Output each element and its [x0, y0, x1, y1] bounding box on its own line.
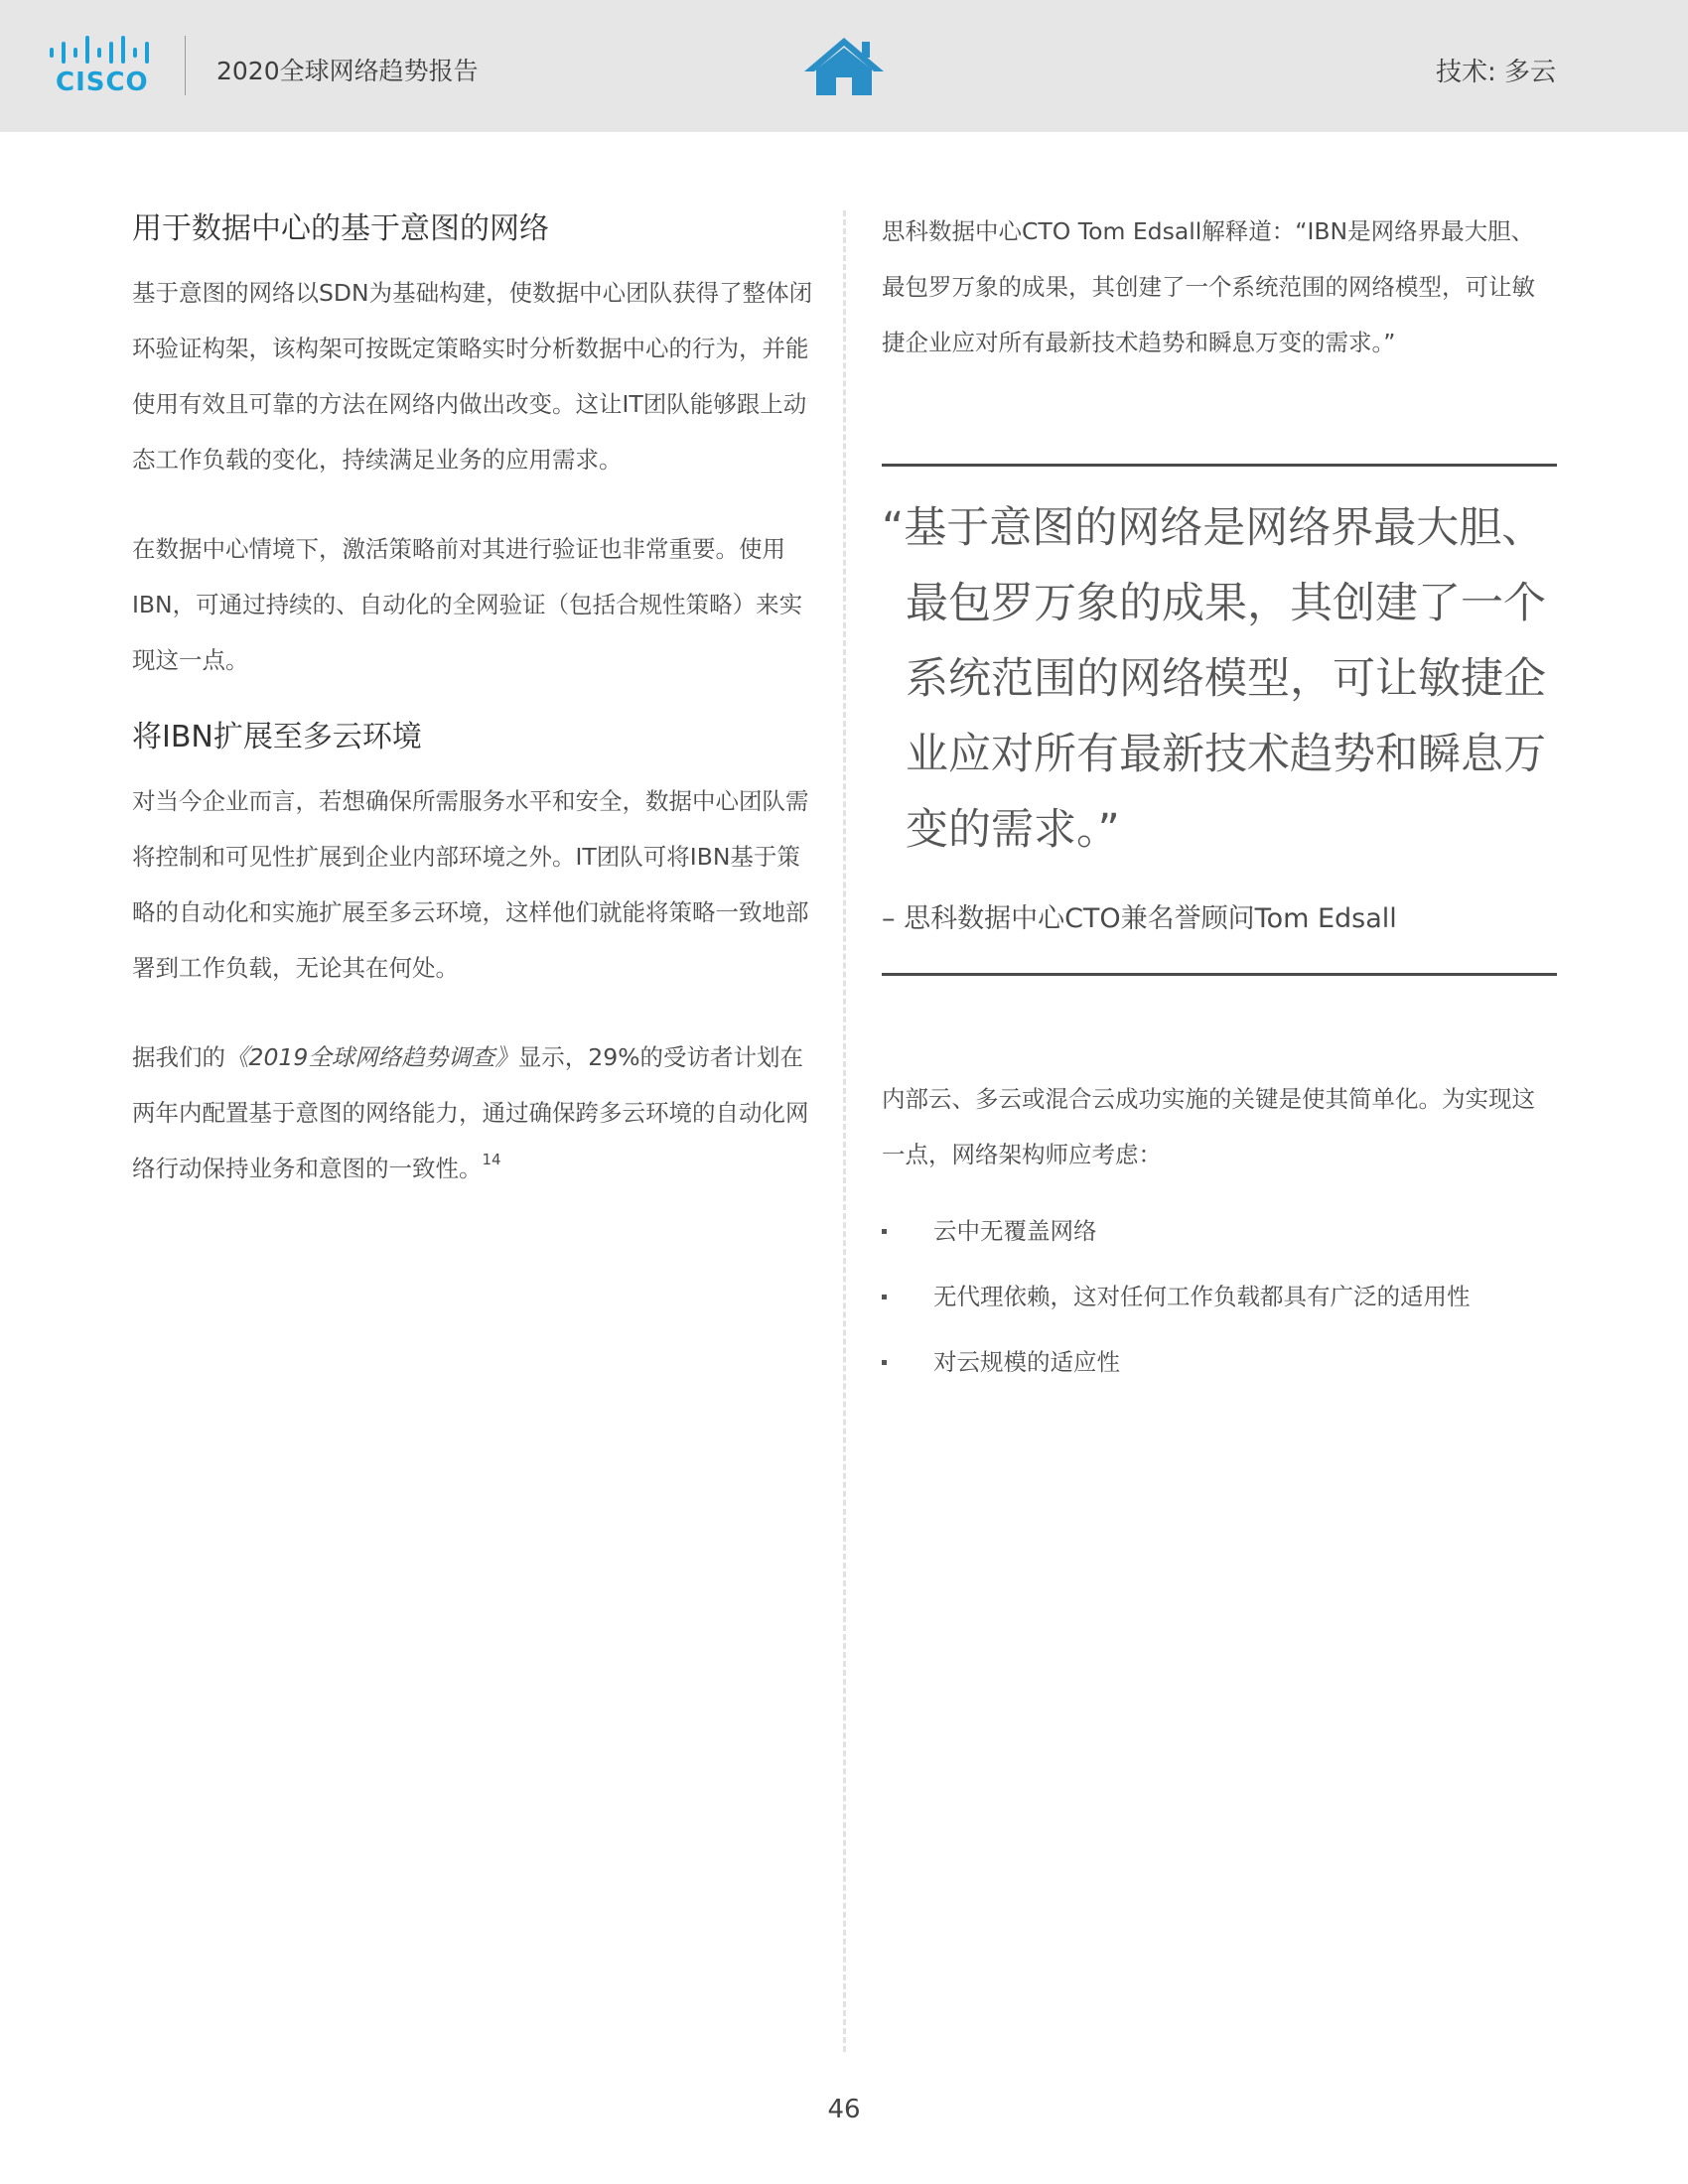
page-header	[0, 0, 1688, 132]
survey-text-post: 显示，29%的受访者计划在两年内配置基于意图的网络能力，通过确保跨多云环境的自动化网络行动保持业务和意图的一致性。	[132, 1043, 809, 1182]
list-item	[882, 1329, 1557, 1395]
paragraph-policy-validation: 在数据中心情境下，激活策略前对其进行验证也非常重要。使用IBN，可通过持续的、自动化的全网验证（包括合规性策略）来实现这一点。	[132, 535, 803, 674]
cisco-logo[interactable]	[48, 36, 157, 97]
footnote-ref[interactable]: 14	[482, 1151, 501, 1168]
cisco-bars-icon	[48, 36, 157, 66]
paragraph-simplify-key: 内部云、多云或混合云成功实施的关键是使其简单化。为实现这一点，网络架构师应考虑：	[882, 1085, 1535, 1168]
paragraph-extend-control: 对当今企业而言，若想确保所需服务水平和安全，数据中心团队需将控制和可见性扩展到企业内部环境之外。IT团队可将IBN基于策略的自动化和实施扩展至多云环境，这样他们就能将策略一致地部署到工作负载，无论其在何处。	[132, 787, 809, 982]
home-icon[interactable]	[802, 36, 886, 97]
section-label: 技术: 多云	[1435, 58, 1556, 87]
survey-text-pre: 据我们的	[132, 1043, 225, 1071]
cisco-wordmark: CISCO	[56, 68, 149, 97]
report-title: 2020全球网络趋势报告	[216, 57, 479, 85]
left-column	[132, 204, 817, 1196]
column-divider	[843, 210, 846, 2052]
bullet-icon	[882, 1360, 887, 1365]
heading-ibn-datacenter: 用于数据中心的基于意图的网络	[132, 211, 549, 246]
list-item-text: 无代理依赖，这对任何工作负载都具有广泛的适用性	[933, 1283, 1471, 1310]
list-item-text: 云中无覆盖网络	[933, 1217, 1097, 1245]
bullet-icon	[882, 1295, 887, 1299]
heading-ibn-multicloud: 将IBN扩展至多云环境	[132, 720, 422, 754]
list-item	[882, 1264, 1557, 1329]
paragraph-edsall-intro: 思科数据中心CTO Tom Edsall解释道：“IBN是网络界最大胆、最包罗万象的成果，其创建了一个系统范围的网络模型，可让敏捷企业应对所有最新技术趋势和瞬息万变的需求。”	[882, 217, 1535, 356]
list-item-text: 对云规模的适应性	[933, 1348, 1120, 1376]
quote-attribution: – 思科数据中心CTO兼名誉顾问Tom Edsall	[882, 903, 1397, 934]
paragraph-ibn-sdn: 基于意图的网络以SDN为基础构建，使数据中心团队获得了整体闭环验证构架，该构架可按既定策略实时分析数据中心的行为，并能使用有效且可靠的方法在网络内做出改变。这让IT团队能够跟上动态工作负载的变化，持续满足业务的应用需求。	[132, 279, 813, 474]
header-divider	[185, 36, 186, 95]
survey-title: 《2019全球网络趋势调查》	[225, 1043, 518, 1071]
page-number: 46	[827, 2095, 861, 2124]
pull-quote: “基于意图的网络是网络界最大胆、最包罗万象的成果，其创建了一个系统范围的网络模型，可让敏捷企业应对所有最新技术趋势和瞬息万变的需求。”	[882, 503, 1546, 855]
list-item	[882, 1198, 1557, 1264]
bullet-icon	[882, 1229, 887, 1234]
paragraph-survey	[132, 1029, 817, 1196]
considerations-list	[882, 1198, 1557, 1395]
right-column	[882, 204, 1557, 1395]
